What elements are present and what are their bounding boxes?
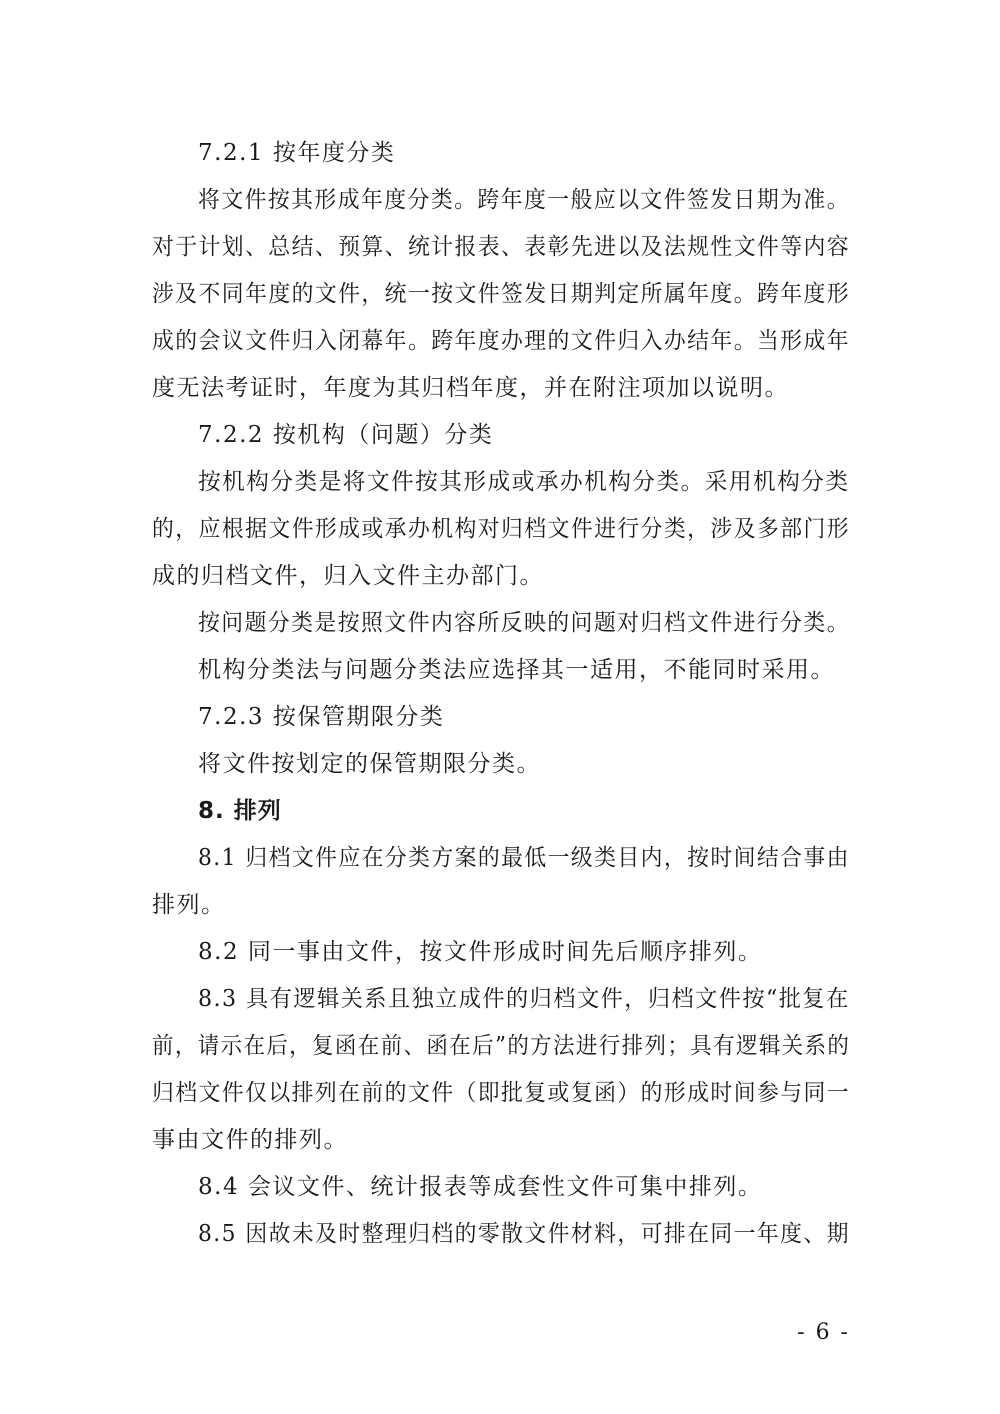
paragraph-line: 涉及不同年度的文件，统一按文件签发日期判定所属年度。跨年度形: [152, 281, 851, 307]
paragraph-line: 按机构分类是将文件按其形成或承办机构分类。采用机构分类: [198, 469, 850, 495]
paragraph-line: 8.1 归档文件应在分类方案的最低一级类目内，按时间结合事由: [198, 845, 850, 871]
paragraph-line: 将文件按划定的保管期限分类。: [198, 751, 541, 777]
section-heading-8: 8. 排列: [198, 798, 282, 824]
page-number: - 6 -: [797, 1320, 850, 1345]
paragraph-line: 排列。: [152, 892, 226, 918]
heading-7-2-3: 7.2.3 按保管期限分类: [198, 704, 445, 730]
paragraph-line: 归档文件仅以排列在前的文件（即批复或复函）的形成时间参与同一: [152, 1080, 851, 1106]
paragraph-line: 前，请示在后，复函在前、函在后”的方法进行排列；具有逻辑关系的: [152, 1033, 851, 1059]
paragraph-line: 按问题分类是按照文件内容所反映的问题对归档文件进行分类。: [198, 610, 850, 636]
paragraph-line: 机构分类法与问题分类法应选择其一适用，不能同时采用。: [198, 657, 835, 683]
paragraph-line: 将文件按其形成年度分类。跨年度一般应以文件签发日期为准。: [198, 187, 850, 213]
paragraph-line: 事由文件的排列。: [152, 1127, 348, 1153]
paragraph-line: 8.3 具有逻辑关系且独立成件的归档文件，归档文件按“批复在: [198, 986, 850, 1012]
heading-7-2-2: 7.2.2 按机构（问题）分类: [198, 422, 494, 448]
paragraph-line: 8.4 会议文件、统计报表等成套性文件可集中排列。: [198, 1174, 763, 1200]
heading-7-2-1: 7.2.1 按年度分类: [198, 140, 396, 166]
paragraph-line: 成的会议文件归入闭幕年。跨年度办理的文件归入办结年。当形成年: [152, 328, 851, 354]
paragraph-line: 8.2 同一事由文件，按文件形成时间先后顺序排列。: [198, 939, 763, 965]
paragraph-line: 8.5 因故未及时整理归档的零散文件材料，可排在同一年度、期: [198, 1221, 850, 1247]
paragraph-line: 成的归档文件，归入文件主办部门。: [152, 563, 544, 589]
paragraph-line: 度无法考证时，年度为其归档年度，并在附注项加以说明。: [152, 375, 789, 401]
paragraph-line: 的，应根据文件形成或承办机构对归档文件进行分类，涉及多部门形: [152, 516, 851, 542]
paragraph-line: 对于计划、总结、预算、统计报表、表彰先进以及法规性文件等内容: [152, 234, 851, 260]
